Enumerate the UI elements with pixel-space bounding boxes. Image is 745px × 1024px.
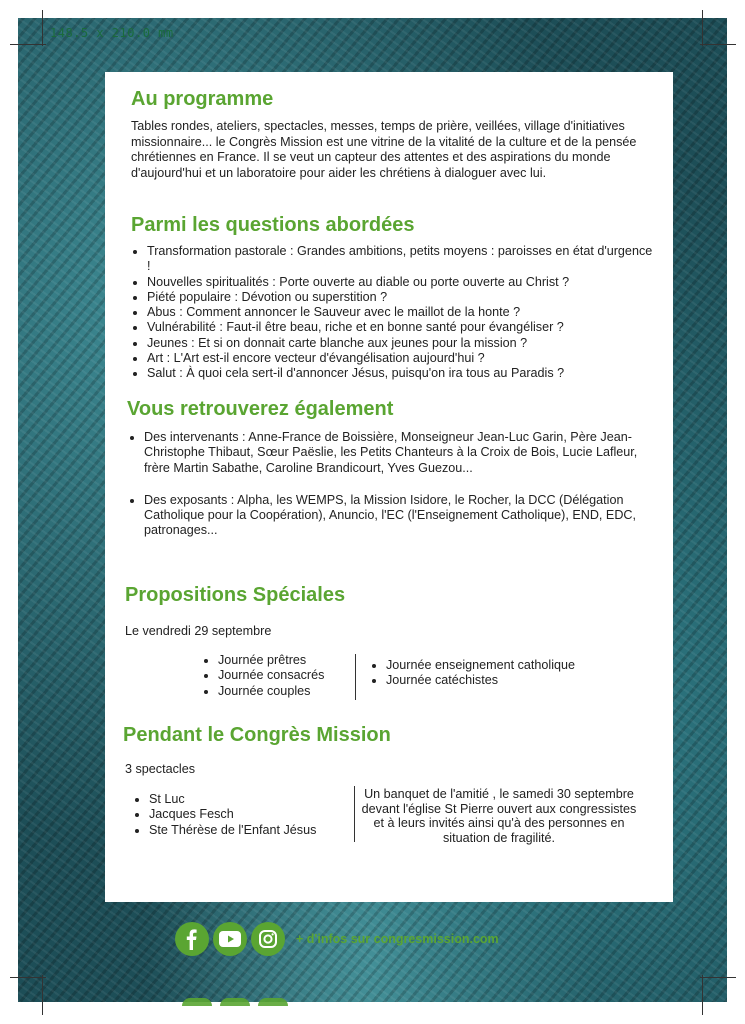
list-item: • Journée couples [218,684,368,699]
list-item: • Salut : À quoi cela sert-il d'annoncer Jésus, puisqu'on ira tous au Paradis ? [147,366,657,381]
crop-mark [700,44,736,45]
special-date: Le vendredi 29 septembre [125,624,272,638]
list-item: • Journée consacrés [218,668,368,683]
crop-mark [702,975,703,1015]
special-left-list [202,653,368,699]
shows-label: 3 spectacles [125,762,196,776]
facebook-icon[interactable] [175,922,209,956]
crop-mark [42,10,43,46]
crop-mark [42,975,43,1015]
list-item: • Journée enseignement catholique [386,658,646,673]
list-item: • St Luc [149,792,379,807]
list-item: • Art : L'Art est-il encore vecteur d'évangélisation aujourd'hui ? [147,351,657,366]
print-size-label: 148.5 x 210.0 mm [50,26,174,40]
also-title: Vous retrouverez également [127,398,394,420]
banquet-text: Un banquet de l'amitié , le samedi 30 septembre devant l'église St Pierre ouvert aux congressistes et à leurs invités ainsi qu'à des personnes en situation de fragilité. [361,787,637,845]
also-list [128,430,654,539]
list-item: • Journée catéchistes [386,673,646,688]
list-item: • Vulnérabilité : Faut-il être beau, riche et en bonne santé pour évangéliser ? [147,320,657,335]
shows-list [133,792,379,838]
list-item: • Des exposants : Alpha, les WEMPS, la Mission Isidore, le Rocher, la DCC (Délégation Catholique pour la Coopération), Anuncio, l'EC (l'Enseignement Catholique), END, EDC, patronages... [144,493,654,539]
crop-mark [702,10,703,46]
instagram-icon[interactable] [251,922,285,956]
list-item: • Piété populaire : Dévotion ou superstition ? [147,290,657,305]
crop-mark [10,977,46,978]
content-card [105,72,673,902]
during-title: Pendant le Congrès Mission [123,724,391,746]
list-item: • Nouvelles spiritualités : Porte ouverte au diable ou porte ouverte au Christ ? [147,275,657,290]
divider [355,654,356,700]
list-item: • Abus : Comment annoncer le Sauveur avec le maillot de la honte ? [147,305,657,320]
list-item: • Jacques Fesch [149,807,379,822]
questions-title: Parmi les questions abordées [131,214,415,236]
youtube-icon[interactable] [213,922,247,956]
list-item: • Ste Thérèse de l'Enfant Jésus [149,823,379,838]
list-item: • Transformation pastorale : Grandes ambitions, petits moyens : paroisses en état d'urgence ! [147,244,657,275]
crop-mark [10,44,46,45]
special-title: Propositions Spéciales [125,584,346,606]
program-title: Au programme [131,88,274,110]
special-right-list [370,658,646,689]
decorative-shape [220,998,250,1006]
decorative-shape [182,998,212,1006]
divider [354,786,355,842]
crop-mark [700,977,736,978]
program-text: Tables rondes, ateliers, spectacles, messes, temps de prière, veillées, village d'initiatives missionnaire... le Congrès Mission est une vitrine de la vitalité de la culture et de la pensée chrétiennes en France. Il se veut un capteur des attentes et des aspirations du monde d'aujourd'hui et un laboratoire pour aider les chrétiens à dialoguer avec lui. [131,119,637,180]
website-link[interactable]: + d'infos sur congresmission.com [296,932,499,946]
decorative-shape [258,998,288,1006]
questions-list [131,244,657,382]
list-item: • Jeunes : Et si on donnait carte blanche aux jeunes pour la mission ? [147,336,657,351]
list-item: • Journée prêtres [218,653,368,668]
list-item: • Des intervenants : Anne-France de Boissière, Monseigneur Jean-Luc Garin, Père Jean-Christophe Thibaut, Sœur Paëslie, les Petits Chanteurs à la Croix de Bois, Lucie Lafleur, frère Martin Sabathe, Caroline Brandicourt, Yves Guezou... [144,430,654,476]
